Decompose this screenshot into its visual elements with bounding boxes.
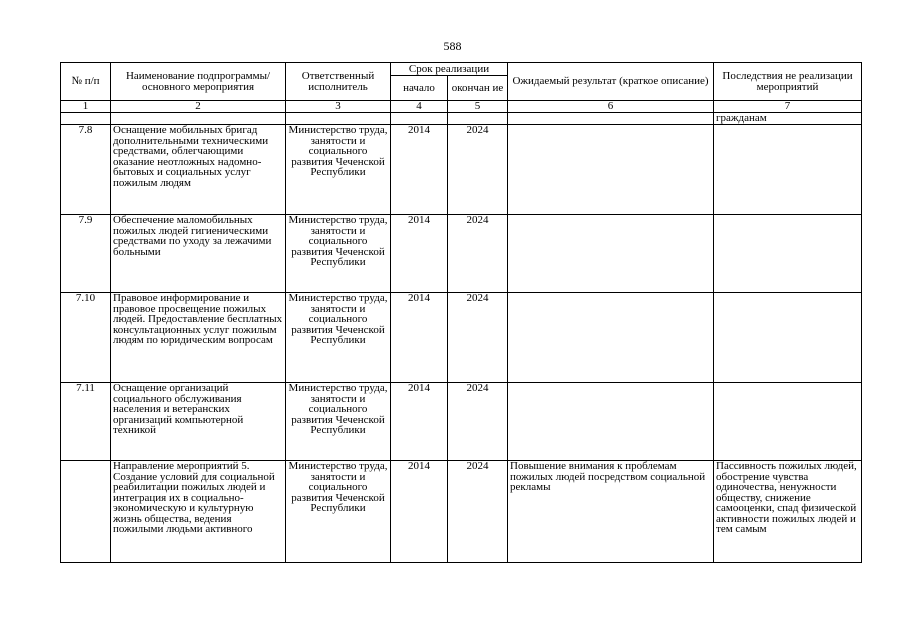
row-end: 2024 — [448, 293, 508, 383]
row-start: 2014 — [391, 125, 448, 215]
col-number: 3 — [286, 101, 391, 113]
header-end: окончан ие — [448, 76, 508, 101]
header-start: начало — [391, 76, 448, 101]
header-executor: Ответственный исполнитель — [286, 63, 391, 101]
row-name: Направление мероприятий 5. Создание условий для социальной реабилитации пожилых людей и интеграция их в социально-экономическую и культурную жизнь общества, ведения пожилыми людьми активного — [111, 461, 286, 563]
row-result — [508, 125, 714, 215]
row-consequence — [714, 293, 862, 383]
table-row — [61, 461, 862, 563]
table-row — [61, 125, 862, 215]
row-name: Оснащение организаций социального обслуживания населения и ветеранских организаций компьютерной техникой — [111, 383, 286, 461]
col-number: 4 — [391, 101, 448, 113]
row-executor: Министерство труда, занятости и социального развития Чеченской Республики — [286, 125, 391, 215]
row-result: Повышение внимания к проблемам пожилых людей посредством социальной рекламы — [508, 461, 714, 563]
row-end: 2024 — [448, 461, 508, 563]
row-name: Оснащение мобильных бригад дополнительными техническими средствами, облегчающими оказание неотложных надомно-бытовых и социальных услуг пожилым людям — [111, 125, 286, 215]
header-result: Ожидаемый результат (краткое описание) — [508, 63, 714, 101]
header-consequence: Последствия не реализации мероприятий — [714, 63, 862, 101]
row-name: Обеспечение маломобильных пожилых людей гигиеническими средствами по уходу за лежачими больными — [111, 215, 286, 293]
col-number: 5 — [448, 101, 508, 113]
page-number: 588 — [443, 39, 462, 53]
table-row — [61, 293, 862, 383]
table-row — [61, 215, 862, 293]
row-num: 7.11 — [61, 383, 111, 461]
row-num — [61, 461, 111, 563]
row-num: 7.10 — [61, 293, 111, 383]
row-num: 7.8 — [61, 125, 111, 215]
col-number: 1 — [61, 101, 111, 113]
col-number: 2 — [111, 101, 286, 113]
row-result — [508, 293, 714, 383]
row-start: 2014 — [391, 383, 448, 461]
row-executor: Министерство труда, занятости и социального развития Чеченской Республики — [286, 215, 391, 293]
row-executor: Министерство труда, занятости и социального развития Чеченской Республики — [286, 293, 391, 383]
row-executor: Министерство труда, занятости и социального развития Чеченской Республики — [286, 461, 391, 563]
measures-table — [60, 62, 862, 563]
row-consequence — [714, 125, 862, 215]
row-result — [508, 215, 714, 293]
row-start: 2014 — [391, 293, 448, 383]
col-number: 7 — [714, 101, 862, 113]
row-start: 2014 — [391, 461, 448, 563]
row-start: 2014 — [391, 215, 448, 293]
continuation-text: гражданам — [714, 113, 862, 125]
continuation-row — [61, 113, 862, 125]
row-end: 2024 — [448, 383, 508, 461]
column-numbers-row — [61, 101, 862, 113]
row-result — [508, 383, 714, 461]
header-num: № п/п — [61, 63, 111, 101]
header-term: Срок реализации — [391, 63, 508, 76]
row-executor: Министерство труда, занятости и социального развития Чеченской Республики — [286, 383, 391, 461]
table-row — [61, 383, 862, 461]
row-consequence: Пассивность пожилых людей, обострение чувства одиночества, ненужности обществу, снижение самооценки, спад физической активности пожилых людей и тем самым — [714, 461, 862, 563]
row-end: 2024 — [448, 215, 508, 293]
row-consequence — [714, 215, 862, 293]
row-num: 7.9 — [61, 215, 111, 293]
header-name: Наименование подпрограммы/ основного мероприятия — [111, 63, 286, 101]
row-end: 2024 — [448, 125, 508, 215]
row-name: Правовое информирование и правовое просвещение пожилых людей. Предоставление бесплатных консультационных услуг пожилым людям по юридическим вопросам — [111, 293, 286, 383]
col-number: 6 — [508, 101, 714, 113]
row-consequence — [714, 383, 862, 461]
